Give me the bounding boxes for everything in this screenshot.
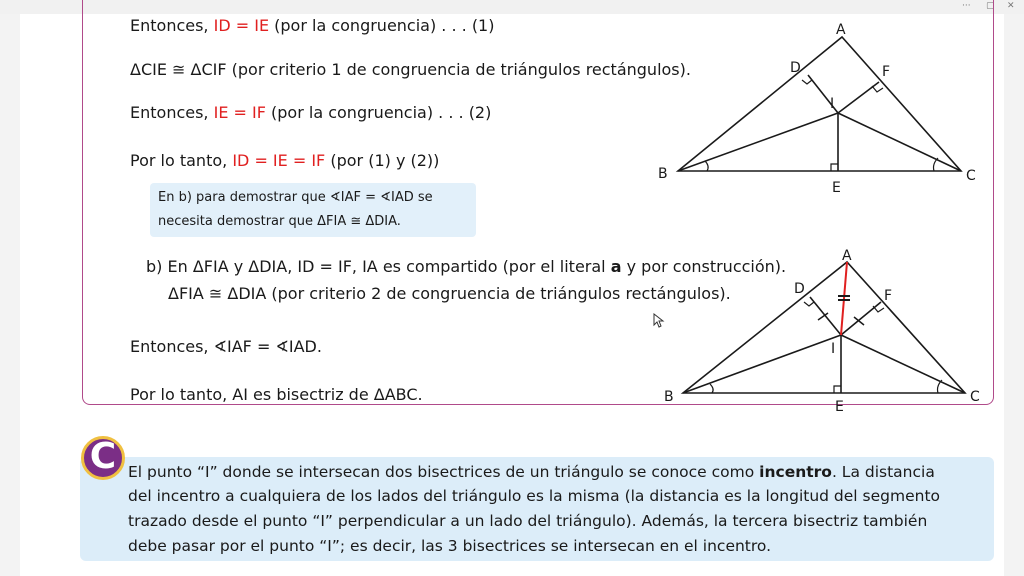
right-angle-d [804, 302, 814, 306]
conclusion-box [80, 457, 994, 561]
right-angle-d [802, 80, 812, 84]
conclusion-line-2: del incentro a cualquiera de los lados del triángulo es la misma (la distancia es la longitud del segmento [128, 487, 941, 505]
right-angle-e [834, 386, 841, 393]
conclusion-line-1: El punto “I” donde se intersecan dos bisectrices de un triángulo se conoce como incentro. La distancia [128, 463, 935, 481]
restore-window-icon[interactable]: ▢ [986, 1, 995, 11]
label-f-top: F [882, 64, 891, 80]
label-e-top: E [832, 180, 841, 195]
mouse-cursor-icon [653, 313, 665, 329]
proof-line-3: Entonces, IE = IF (por la congruencia) . . . (2) [130, 103, 492, 122]
hint-note-line-2: necesita demostrar que ΔFIA ≅ ΔDIA. [158, 214, 401, 229]
bisector-c [838, 113, 961, 171]
conclusion-line-3: trazado desde el punto “I” perpendicular a un lado del triángulo). Además, la tercera bisectriz también [128, 512, 928, 530]
proof-line-7: Entonces, ∢IAF = ∢IAD. [130, 337, 322, 356]
segment-ai-highlighted [841, 262, 847, 335]
right-angle-e [831, 164, 838, 171]
angle-mark-b [705, 161, 708, 171]
hint-note [150, 183, 476, 237]
triangle-figure-bottom [650, 245, 995, 415]
segment-if [841, 302, 881, 335]
hint-note-line-1: En b) para demostrar que ∢IAF = ∢IAD se [158, 190, 433, 205]
label-e-bottom: E [835, 399, 844, 415]
label-a-top: A [836, 22, 846, 38]
bisector-c [841, 335, 965, 393]
conclusion-badge-icon [81, 436, 125, 480]
more-options-icon[interactable]: ··· [962, 1, 971, 11]
conclusion-line-4: debe pasar por el punto “I”; es decir, las 3 bisectrices se intersecan en el incentro. [128, 537, 772, 555]
proof-line-2: ΔCIE ≅ ΔCIF (por criterio 1 de congruencia de triángulos rectángulos). [130, 60, 691, 79]
proof-line-5: b) En ΔFIA y ΔDIA, ID = IF, IA es compartido (por el literal a y por construcción). [146, 257, 787, 276]
bisector-b [678, 113, 838, 171]
label-c-top: C [966, 168, 976, 184]
proof-line-8: Por lo tanto, AI es bisectriz de ΔABC. [130, 385, 423, 404]
label-b-top: B [658, 166, 668, 182]
triangle-figure-top [650, 20, 990, 195]
close-window-icon[interactable]: ✕ [1007, 1, 1015, 11]
label-f-bottom: F [884, 288, 893, 304]
label-i-bottom: I [831, 341, 836, 357]
label-b-bottom: B [664, 389, 674, 405]
label-c-bottom: C [970, 389, 980, 405]
bisector-b [683, 335, 841, 393]
label-i-top: I [830, 96, 835, 112]
label-a-bottom: A [842, 248, 852, 264]
proof-line-4: Por lo tanto, ID = IE = IF (por (1) y (2)) [130, 151, 440, 170]
conclusion-badge-letter: C [89, 436, 117, 477]
label-d-top: D [790, 60, 801, 76]
segment-id [810, 297, 841, 335]
angle-mark-b [710, 384, 713, 393]
label-d-bottom: D [794, 281, 805, 297]
proof-line-1: Entonces, ID = IE (por la congruencia) . . . (1) [130, 16, 495, 35]
proof-line-6: ΔFIA ≅ ΔDIA (por criterio 2 de congruencia de triángulos rectángulos). [168, 284, 731, 303]
